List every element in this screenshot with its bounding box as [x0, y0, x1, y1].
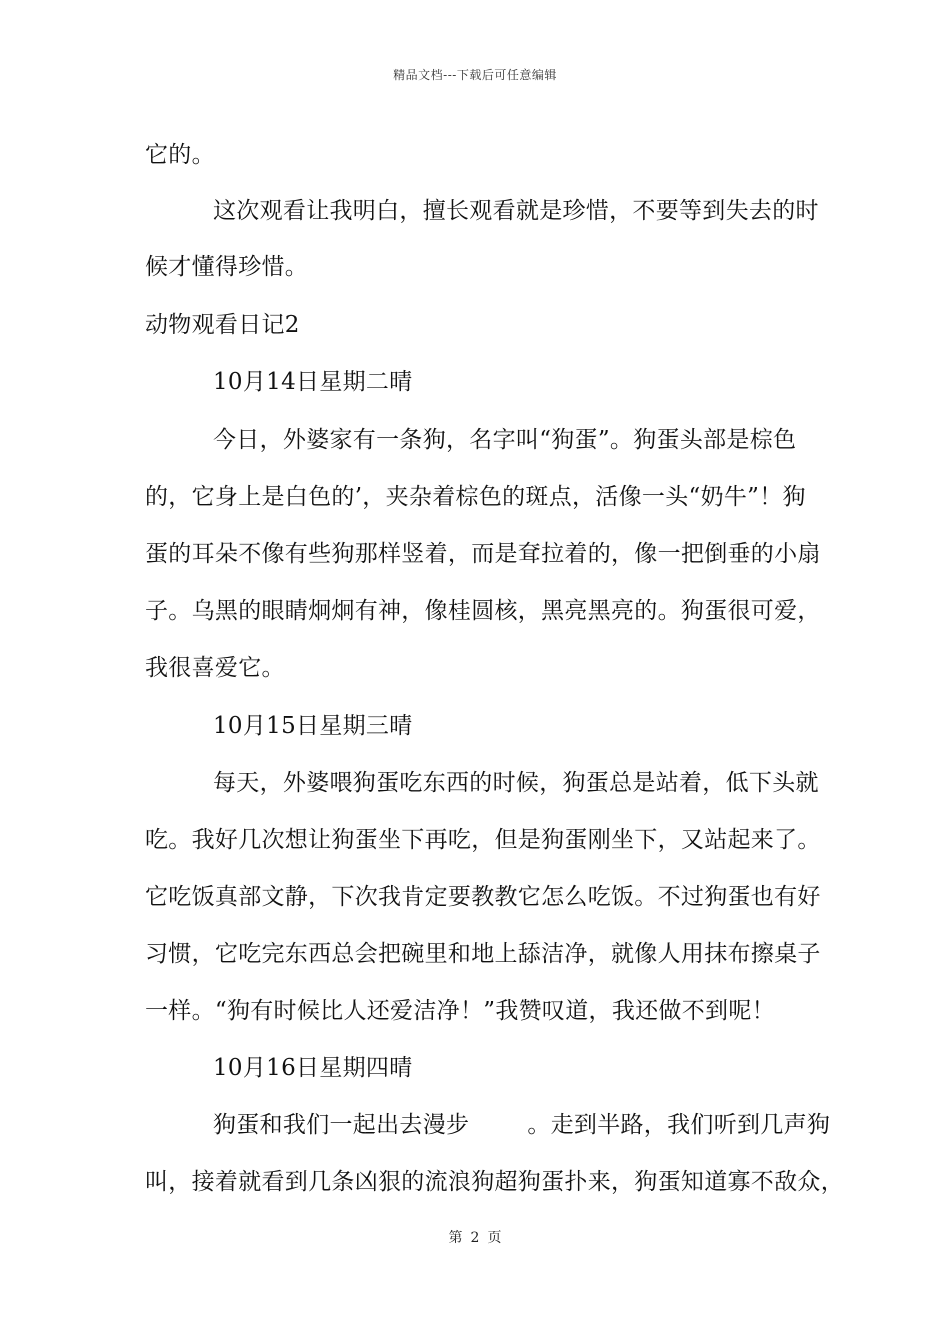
text-line: 习惯，它吃完东西总会把碗里和地上舔洁净，就像人用抹布擦桌子: [145, 941, 821, 967]
text-segment: 狗蛋和我们一起出去漫步: [213, 1112, 470, 1138]
text-line: 的，它身上是白色的’，夹杂着棕色的斑点，活像一头“奶牛”！狗: [145, 484, 806, 510]
text-line: 蛋的耳朵不像有些狗那样竖着，而是耷拉着的，像一把倒垂的小扇: [145, 541, 821, 567]
text-line: 候才懂得珍惜。: [145, 254, 309, 280]
page-footer: [0, 1227, 950, 1247]
diary-date: 10月14日星期二晴: [213, 369, 413, 395]
section-title: 动物观看日记2: [145, 312, 300, 338]
text-line: 一样。“狗有时候比人还爱洁净！”我赞叹道，我还做不到呢！: [145, 998, 775, 1024]
text-line: 叫，接着就看到几条凶狠的流浪狗超狗蛋扑来，狗蛋知道寡不敌众，: [145, 1169, 844, 1195]
diary-date: 10月16日星期四晴: [213, 1055, 413, 1081]
text-line: 我很喜爱它。: [145, 655, 285, 681]
page-header: 精品文档---下载后可任意编辑: [393, 68, 557, 82]
text-line: 这次观看让我明白，擅长观看就是珍惜，不要等到失去的时: [213, 198, 819, 224]
text-line: [213, 1110, 893, 1140]
text-line: 它吃饭真部文静，下次我肯定要教教它怎么吃饭。不过狗蛋也有好: [145, 884, 821, 910]
text-line: 吃。我好几次想让狗蛋坐下再吃，但是狗蛋刚坐下，又站起来了。: [145, 827, 821, 853]
diary-date: 10月15日星期三晴: [213, 713, 413, 739]
page-number: 2: [470, 1230, 480, 1246]
text-line: 每天，外婆喂狗蛋吃东西的时候，狗蛋总是站着，低下头就: [213, 770, 819, 796]
text-line: 今日，外婆家有一条狗，名字叫“狗蛋”。狗蛋头部是棕色: [213, 427, 797, 453]
text-line: 子。乌黑的眼睛炯炯有神，像桂圆核，黑亮黑亮的。狗蛋很可爱，: [145, 598, 821, 624]
text-segment: 。走到半路，我们听到几声狗: [527, 1112, 831, 1138]
page-label-suffix: 页: [487, 1230, 502, 1246]
text-line: 它的。: [145, 142, 215, 168]
page-label-prefix: 第: [448, 1230, 463, 1246]
